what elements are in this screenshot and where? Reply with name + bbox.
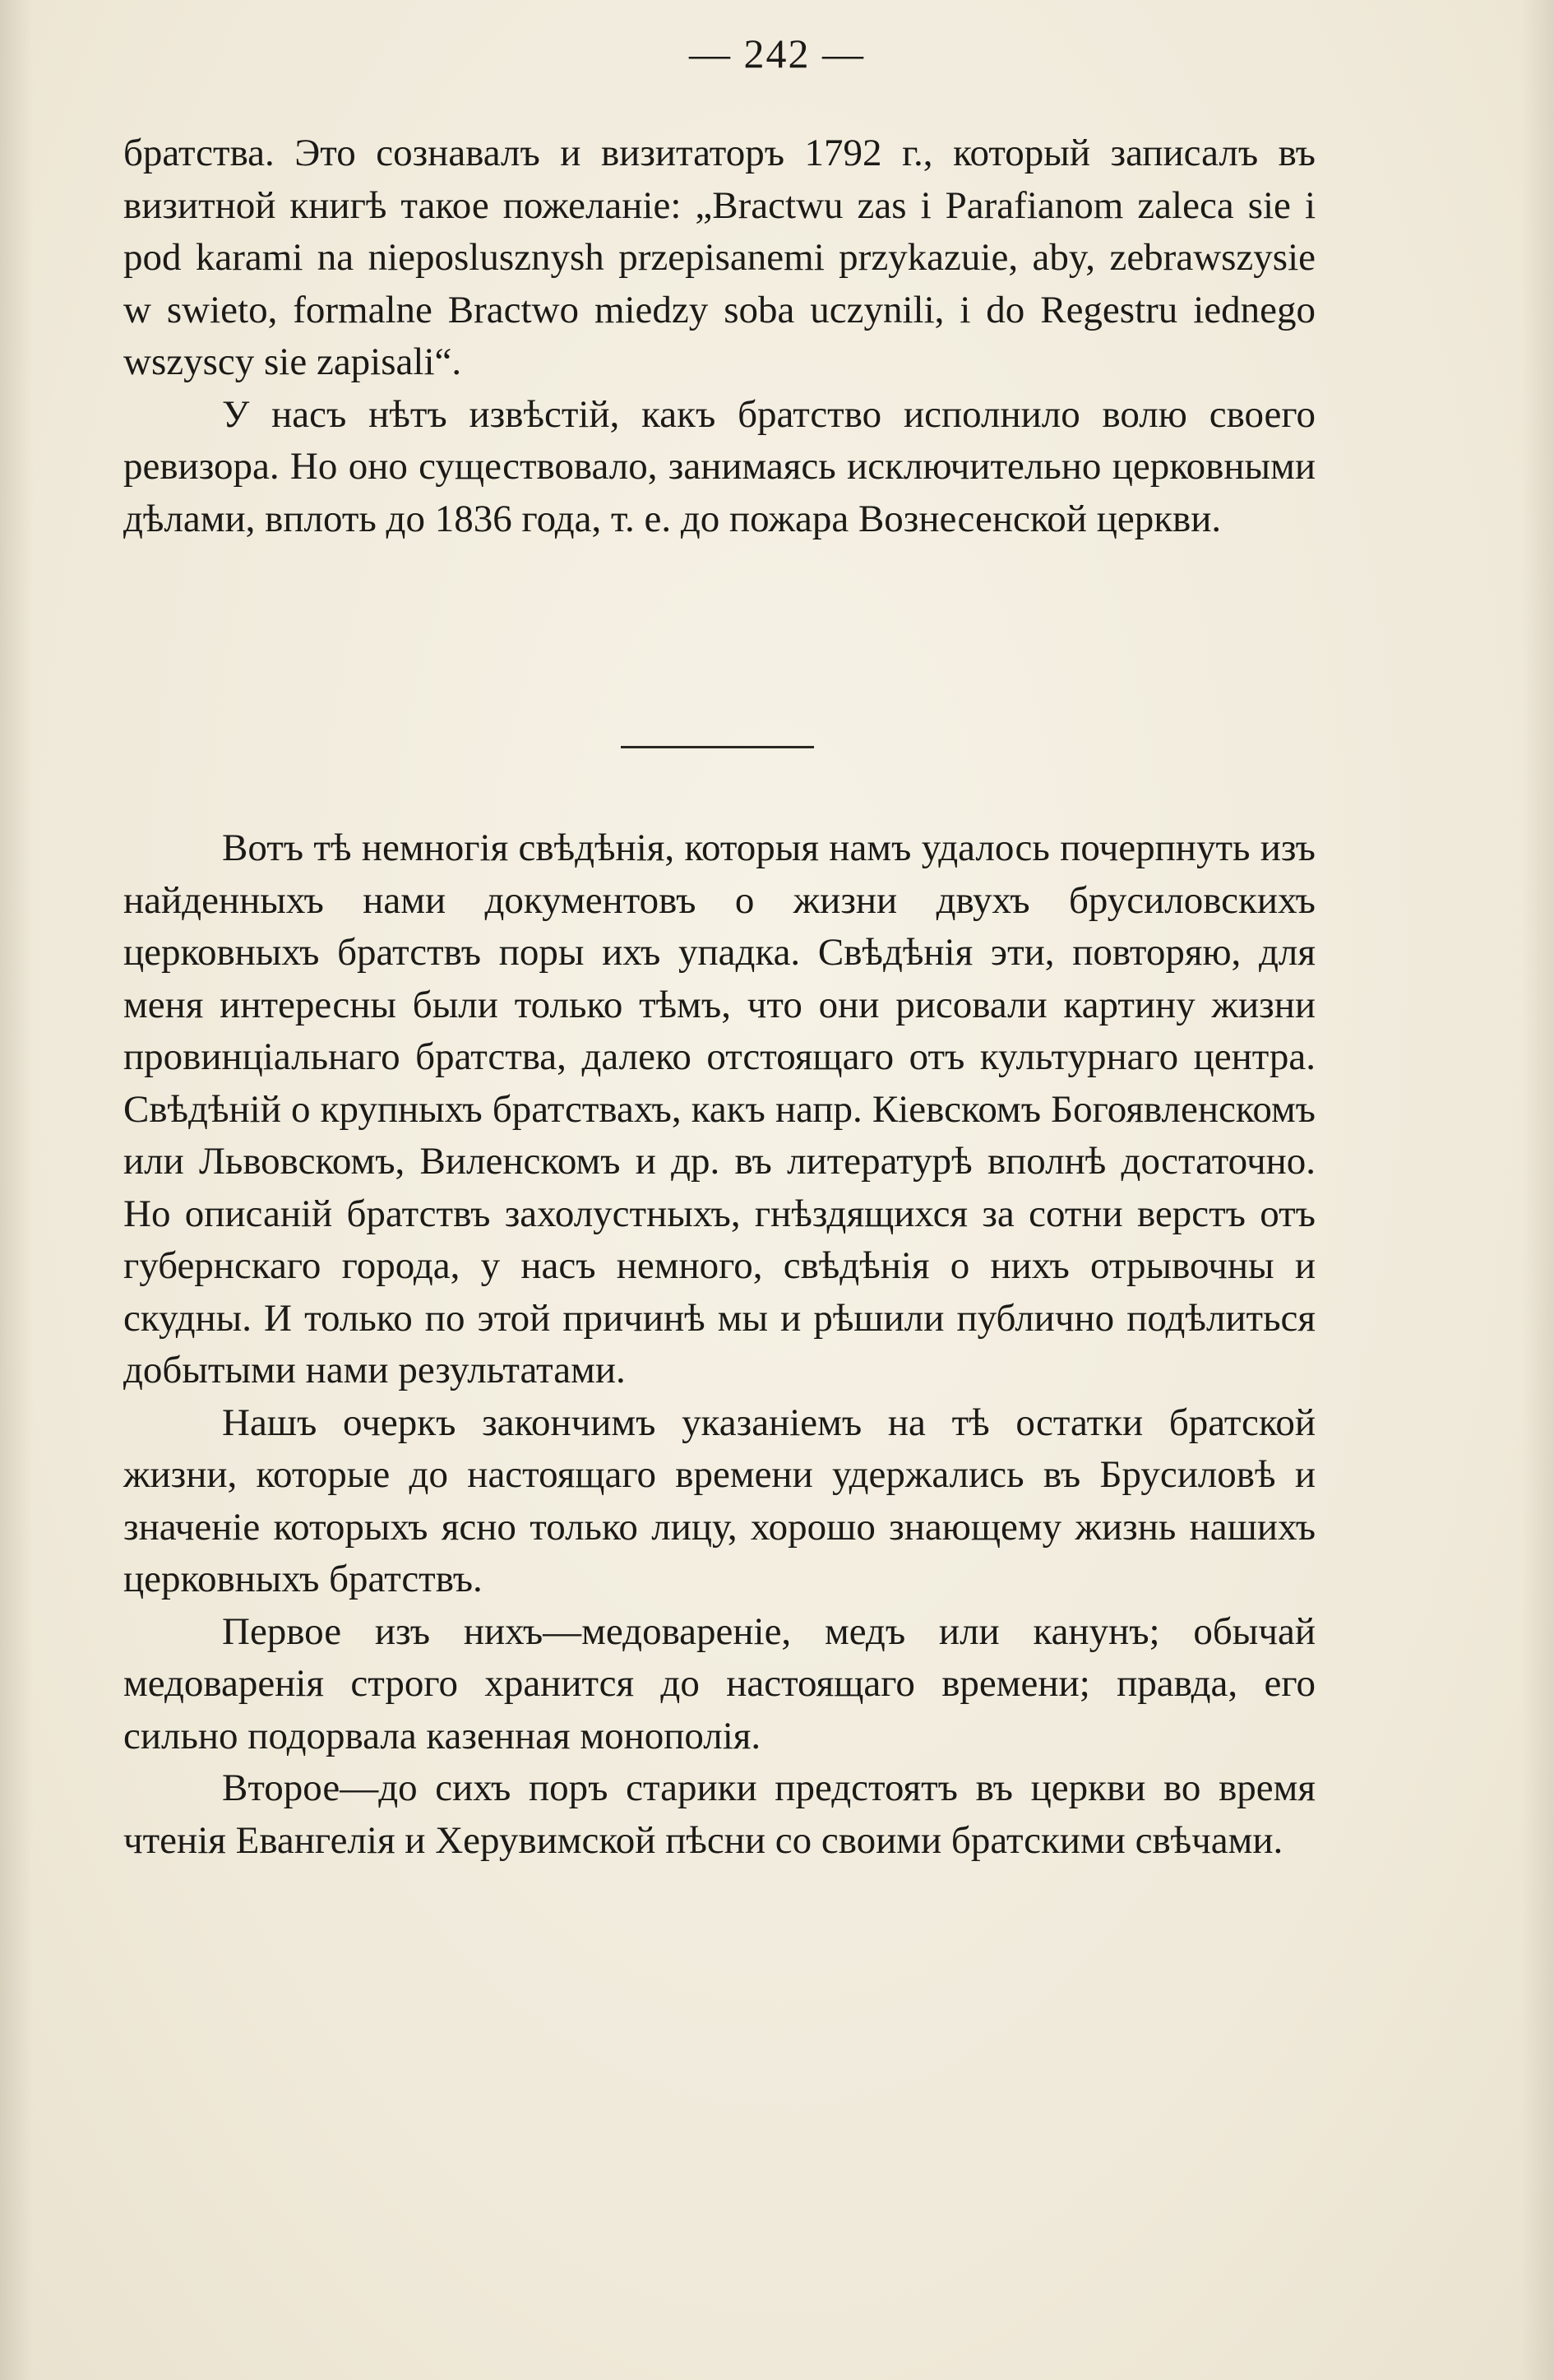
page-edge-shadow-right bbox=[1521, 0, 1554, 2380]
paragraph-no-information: У насъ нѣтъ извѣстій, какъ братство исполнило волю своего ревизора. Но оно существовало, занимаясь исключительно церковными дѣлами, вплоть до 1836 года, т. е. до пожара Вознесенской церкви. bbox=[123, 392, 1316, 540]
first-section bbox=[123, 127, 1316, 545]
page-number: — 242 — bbox=[689, 30, 865, 76]
paragraph-mead-brewing: Первое изъ нихъ—медовареніе, медъ или канунъ; обычай медоваренія строго хранится до настоящаго времени; правда, его сильно подорвала казенная монополія. bbox=[123, 1609, 1316, 1757]
paragraph-candles: Второе—до сихъ поръ старики предстоятъ въ церкви во время чтенія Евангелія и Херувимской пѣсни со своими братскими свѣчами. bbox=[123, 1766, 1316, 1862]
paragraph-remnants-intro: Нашъ очеркъ закончимъ указаніемъ на тѣ остатки братской жизни, которые до настоящаго времени удержались въ Брусиловѣ и значеніе которыхъ ясно только лицу, хорошо знающему жизнь нашихъ церковныхъ братствъ. bbox=[123, 1401, 1316, 1600]
page-edge-shadow-left bbox=[0, 0, 33, 2380]
paragraph-findings-summary: Вотъ тѣ немногія свѣдѣнія, которыя намъ удалось почерпнуть изъ найденныхъ нами документовъ о жизни двухъ брусиловскихъ церковныхъ братствъ поры ихъ упадка. Свѣдѣнія эти, повторяю, для меня интересны были только тѣмъ, что они рисовали картину жизни провинціальнаго братства, далеко отстоящаго отъ культурнаго центра. Свѣдѣній о крупныхъ братствахъ, какъ напр. Кіевскомъ Богоявленскомъ или Львовскомъ, Виленскомъ и др. въ литературѣ вполнѣ достаточно. Но описаній братствъ захолустныхъ, гнѣздящихся за сотни верстъ отъ губернскаго города, у насъ немного, свѣдѣнія о нихъ отрывочны и скудны. И только по этой причинѣ мы и рѣшили публично подѣлиться добытыми нами результатами. bbox=[123, 827, 1316, 1391]
second-section bbox=[123, 822, 1316, 1867]
section-divider bbox=[621, 746, 814, 748]
paragraph-visitator-quote: братства. Это сознавалъ и визитаторъ 1792 г., который записалъ въ визитной книгѣ такое пожеланіе: „Bractwu zas i Parafianom zaleca sie i pod karami na nieposlusznysh przepisanemi przykazuie, aby, zebrawszysie w swieto, formalne Bractwo miedzy soba uczynili, i do Regestru iednego wszyscy sie zapisali“. bbox=[123, 132, 1316, 383]
